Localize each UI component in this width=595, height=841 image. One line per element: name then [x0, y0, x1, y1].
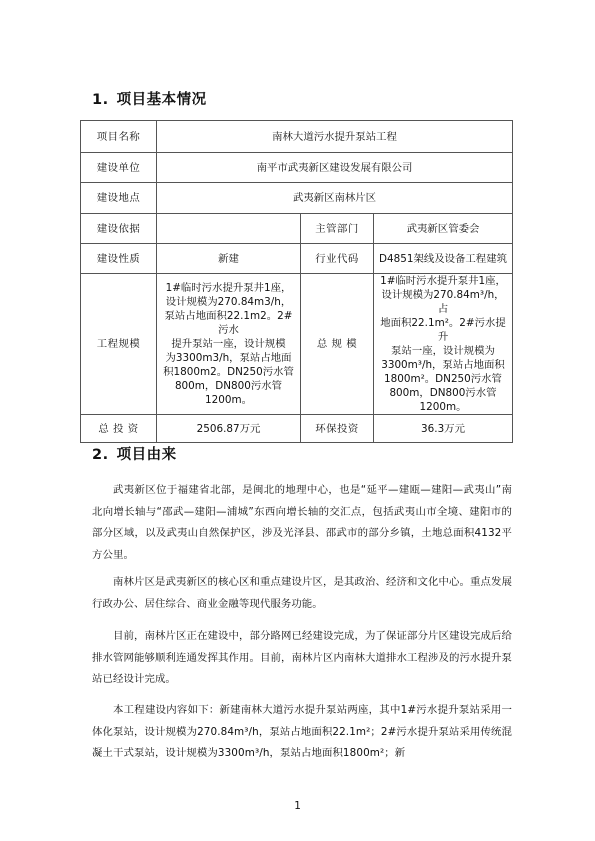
location-value: 武夷新区南林片区 — [157, 183, 513, 214]
section-2-title: 项目由来 — [116, 447, 177, 463]
scale-value: 1#临时污水提升泵井1座， 设计规模为270.84m3/h， 泵站占地面积22.1m2。2#污水 提升泵站一座，设计规模 为3300m3/h，泵站占地面 积1800m2。DN250污水管 800m，DN800污水管 1200m。 — [157, 274, 301, 415]
table-row — [81, 214, 513, 244]
env-investment-value: 36.3万元 — [374, 415, 513, 443]
project-name-label: 项目名称 — [81, 121, 157, 153]
table-row — [81, 121, 513, 153]
basis-value — [157, 214, 301, 244]
section-1-title: 项目基本情况 — [116, 92, 207, 108]
investment-value: 2506.87万元 — [157, 415, 301, 443]
project-info-table — [80, 120, 513, 443]
page-number: 1 — [294, 800, 301, 812]
table-row — [81, 183, 513, 214]
construction-unit-label: 建设单位 — [81, 153, 157, 183]
scale-label: 工程规模 — [81, 274, 157, 415]
section-2-heading — [92, 443, 177, 464]
section-1-heading — [92, 88, 207, 109]
authority-value: 武夷新区管委会 — [374, 214, 513, 244]
total-scale-value: 1#临时污水提升泵井1座， 设计规模为270.84m³/h，占 地面积22.1m²。2#污水提升 泵站一座，设计规模为 3300m³/h，泵站占地面积 1800m²。DN250污水管 800m，DN800污水管 1200m。 — [374, 274, 513, 415]
section-1-number: 1. — [92, 92, 109, 108]
investment-label: 总 投 资 — [81, 415, 157, 443]
paragraph: 目前，南林片区正在建设中，部分路网已经建设完成，为了保证部分片区建设完成后给排水管网能够顺利连通发挥其作用。目前，南林片区内南林大道排水工程涉及的污水提升泵站已经设计完成。 — [92, 630, 512, 685]
project-name-value: 南林大道污水提升泵站工程 — [157, 121, 513, 153]
table-row — [81, 244, 513, 274]
basis-label: 建设依据 — [81, 214, 157, 244]
industry-label: 行业代码 — [301, 244, 374, 274]
env-investment-label: 环保投资 — [301, 415, 374, 443]
nature-label: 建设性质 — [81, 244, 157, 274]
section-2-number: 2. — [92, 447, 109, 463]
nature-value: 新建 — [157, 244, 301, 274]
paragraph: 武夷新区位于福建省北部，是闽北的地理中心，也是“延平—建瓯—建阳—武夷山”南北向增长轴与“邵武—建阳—浦城”东西向增长轴的交汇点，包括武夷山市全境、建阳市的部分区域，以及武夷山自然保护区，涉及光泽县、邵武市的部分乡镇，土地总面积4132平方公里。 — [92, 484, 512, 561]
paragraph: 南林片区是武夷新区的核心区和重点建设片区，是其政治、经济和文化中心。重点发展行政办公、居住综合、商业金融等现代服务功能。 — [92, 576, 512, 610]
authority-label: 主管部门 — [301, 214, 374, 244]
industry-value: D4851架线及设备工程建筑 — [374, 244, 513, 274]
table-row — [81, 274, 513, 415]
paragraph: 本工程建设内容如下：新建南林大道污水提升泵站两座，其中1#污水提升泵站采用一体化泵站，设计规模为270.84m³/h，泵站占地面积22.1m²；2#污水提升泵站采用传统混凝土干式泵站，设计规模为3300m³/h，泵站占地面积1800m²；新 — [92, 704, 512, 759]
total-scale-label: 总 规 模 — [301, 274, 374, 415]
construction-unit-value: 南平市武夷新区建设发展有限公司 — [157, 153, 513, 183]
table-row — [81, 153, 513, 183]
table-row — [81, 415, 513, 443]
location-label: 建设地点 — [81, 183, 157, 214]
